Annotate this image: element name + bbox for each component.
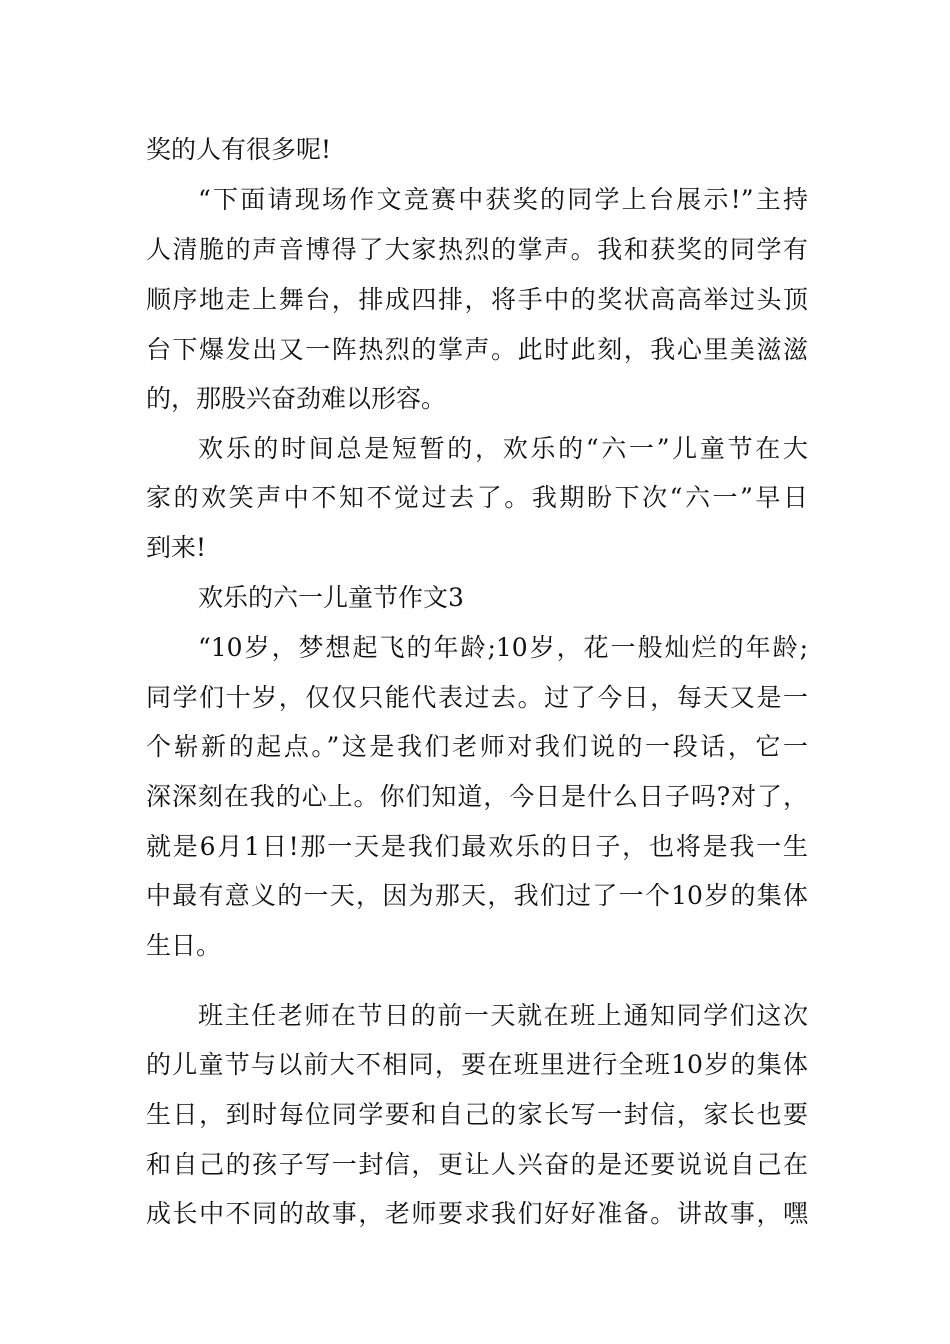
- text-line: 的儿童节与以前大不相同，要在班里进行全班10岁的集体: [146, 1050, 808, 1079]
- text-line: 个崭新的起点。”这是我们老师对我们说的一段话，它一: [146, 732, 808, 761]
- text-line: 成长中不同的故事，老师要求我们好好准备。讲故事，嘿: [146, 1199, 808, 1228]
- text-line: “下面请现场作文竞赛中获奖的同学上台展示!”主持: [198, 185, 808, 214]
- text-line: 台下爆发出又一阵热烈的掌声。此时此刻，我心里美滋滋: [146, 335, 808, 364]
- text-line: 和自己的孩子写一封信，更让人兴奋的是还要说说自己在: [146, 1150, 808, 1179]
- text-line: 家的欢笑声中不知不觉过去了。我期盼下次“六一”早日: [146, 483, 808, 512]
- text-line: 顺序地走上舞台，排成四排，将手中的奖状高高举过头顶: [146, 285, 808, 314]
- section-heading: 欢乐的六一儿童节作文3: [198, 583, 464, 612]
- text-line: 中最有意义的一天，因为那天，我们过了一个10岁的集体: [146, 881, 808, 910]
- text-line: 人清脆的声音博得了大家热烈的掌声。我和获奖的同学有: [146, 235, 808, 264]
- text-line: 生日。: [146, 931, 222, 960]
- text-line: 生日，到时每位同学要和自己的家长写一封信，家长也要: [146, 1100, 808, 1129]
- text-line: 同学们十岁，仅仅只能代表过去。过了今日，每天又是一: [146, 683, 808, 712]
- text-line: 奖的人有很多呢!: [146, 135, 332, 164]
- text-line: 就是6月1日!那一天是我们最欢乐的日子，也将是我一生: [146, 832, 808, 861]
- text-line: 的，那股兴奋劲难以形容。: [146, 384, 447, 413]
- text-line: 欢乐的时间总是短暂的，欢乐的“六一”儿童节在大: [198, 434, 808, 463]
- text-line: “10岁，梦想起飞的年龄;10岁，花一般灿烂的年龄;: [198, 633, 808, 662]
- text-line: 班主任老师在节日的前一天就在班上通知同学们这次: [198, 1001, 808, 1030]
- text-line: 深深刻在我的心上。你们知道，今日是什么日子吗?对了，: [146, 782, 808, 811]
- text-line: 到来!: [146, 533, 207, 562]
